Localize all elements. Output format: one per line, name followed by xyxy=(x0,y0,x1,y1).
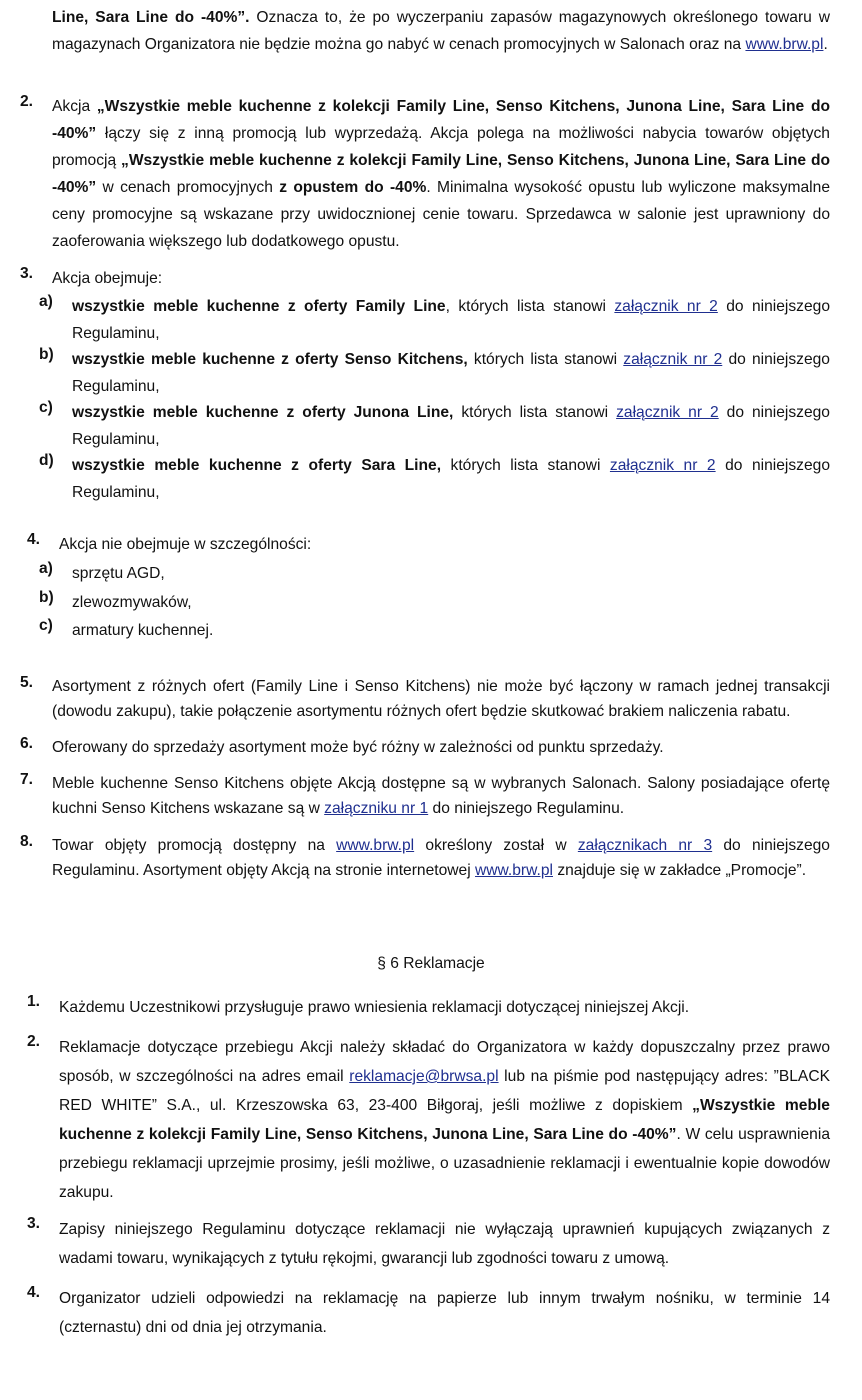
item-5-text: Asortyment z różnych ofert (Family Line i Senso Kitchens) nie może być łączony w ramach jednej transakcji (dowodu zakupu), takie połączenie asortymentu różnych ofert będzie skutkować brakiem naliczenia rabatu. xyxy=(52,678,830,720)
complaint-2-number: 2. xyxy=(27,1033,41,1050)
item-1-continuation xyxy=(52,4,830,58)
item-8-t4: znajduje się w zakładce „Promocje”. xyxy=(553,862,807,879)
item-2-b3: z opustem do -40% xyxy=(279,179,427,196)
item-4c-letter: c) xyxy=(39,617,53,634)
item-3a-letter: a) xyxy=(39,293,53,310)
item-3d-t2: do niniejszego Regulaminu, xyxy=(72,457,830,501)
attachment-3-link[interactable]: załącznikach nr 3 xyxy=(577,837,713,854)
item-4a-letter: a) xyxy=(39,560,53,577)
item-4b-text: zlewozmywaków, xyxy=(72,594,192,611)
complaint-3-text: Zapisy niniejszego Regulaminu dotyczące reklamacji nie wyłączają uprawnień kupujących związanych z wadami towaru, wynikających z tytułu rękojmi, gwarancji lub zgodności towaru z umową. xyxy=(59,1221,830,1267)
item-3a-t1: , których lista stanowi xyxy=(445,298,615,315)
item-3a-text xyxy=(72,293,830,347)
complaint-2-t1: Reklamacje dotyczące przebiegu Akcji należy składać do Organizatora w każdy dopuszczalny przez prawo sposób, w szczególności na adres email xyxy=(59,1039,830,1085)
item-4c-text: armatury kuchennej. xyxy=(72,622,214,639)
item-3d-bold: wszystkie meble kuchenne z oferty Sara Line, xyxy=(72,457,442,474)
complaint-2-t3: . W celu usprawnienia przebiegu reklamacji uprzejmie prosimy, jeśli możliwe, o uzasadnienie reklamacji i ewentualnie kopie dowodów zakupu. xyxy=(59,1126,830,1201)
item-5-number: 5. xyxy=(20,674,34,691)
item-2-t1: Akcja xyxy=(52,98,97,115)
item-7-t1: Meble kuchenne Senso Kitchens objęte Akcją dostępne są w wybranych Salonach. Salony posiadające ofertę kuchni Senso Kitchens wskazane są w xyxy=(52,775,830,817)
item-3b-t2: do niniejszego Regulaminu, xyxy=(72,351,830,395)
item-8-t1: Towar objęty promocją dostępny na xyxy=(52,837,337,854)
complaint-2-bold: „Wszystkie meble kuchenne z kolekcji Family Line, Senso Kitchens, Junona Line, Sara Line do -40%” xyxy=(59,1097,830,1143)
item-2-text xyxy=(52,93,830,255)
item-2-b1: „Wszystkie meble kuchenne z kolekcji Family Line, Senso Kitchens, Junona Line, Sara Line do -40%” xyxy=(52,98,831,142)
item-7-t2: do niniejszego Regulaminu. xyxy=(428,800,625,817)
attachment-2-link[interactable]: załącznik nr 2 xyxy=(609,457,716,474)
attachment-2-link[interactable]: załącznik nr 2 xyxy=(616,404,719,421)
item-3a-bold: wszystkie meble kuchenne z oferty Family Line xyxy=(72,298,446,315)
complaint-email-link[interactable]: reklamacje@brwsa.pl xyxy=(349,1068,499,1085)
item-3b-letter: b) xyxy=(39,346,54,363)
item-4-text: Akcja nie obejmuje w szczególności: xyxy=(59,536,312,553)
attachment-1-link[interactable]: załączniku nr 1 xyxy=(324,800,429,817)
item-2-t3: w cenach promocyjnych xyxy=(96,179,280,196)
attachment-2-link[interactable]: załącznik nr 2 xyxy=(623,351,723,368)
item-2-b2: „Wszystkie meble kuchenne z kolekcji Family Line, Senso Kitchens, Junona Line, Sara Line do -40%” xyxy=(52,152,830,196)
item-8-text xyxy=(52,833,830,883)
complaint-2-text xyxy=(59,1033,830,1207)
promo-name-bold: Line, Sara Line do -40%”. xyxy=(52,9,250,26)
item-3c-bold: wszystkie meble kuchenne z oferty Junona Line, xyxy=(72,404,454,421)
item-6-text: Oferowany do sprzedaży asortyment może być różny w zależności od punktu sprzedaży. xyxy=(52,739,664,756)
item-4b-letter: b) xyxy=(39,589,54,606)
item-3a-t2: do niniejszego Regulaminu, xyxy=(72,298,830,342)
item-2-t4: . Minimalna wysokość opustu lub wyliczone maksymalne ceny promocyjne są wskazane przy uwidocznionej cenie towaru. Sprzedawca w salonie jest uprawniony do zaoferowania większego lub dodatkowego opustu. xyxy=(52,179,830,250)
item-3c-letter: c) xyxy=(39,399,53,416)
attachment-2-link[interactable]: załącznik nr 2 xyxy=(614,298,718,315)
item-6-number: 6. xyxy=(20,735,34,752)
item-1-text: Oznacza to, że po wyczerpaniu zapasów magazynowych określonego towaru w magazynach Organizatora nie będzie można go nabyć w cenach promocyjnych w Salonach oraz na xyxy=(52,9,830,53)
item-2-t2: łączy się z inną promocją lub wyprzedażą. Akcja polega na możliwości nabycia towarów objętych promocją xyxy=(52,125,830,169)
complaint-1-text: Każdemu Uczestnikowi przysługuje prawo wniesienia reklamacji dotyczącej niniejszej Akcji. xyxy=(59,999,690,1016)
item-7-number: 7. xyxy=(20,771,34,788)
item-3-number: 3. xyxy=(20,265,34,282)
item-8-t2: określony został w xyxy=(414,837,578,854)
complaint-4-number: 4. xyxy=(27,1284,41,1301)
item-3b-bold: wszystkie meble kuchenne z oferty Senso Kitchens, xyxy=(72,351,468,368)
section-heading: § 6 Reklamacje xyxy=(377,955,485,972)
brw-link[interactable]: www.brw.pl xyxy=(336,837,415,854)
item-4a-text: sprzętu AGD, xyxy=(72,565,165,582)
item-3-text: Akcja obejmuje: xyxy=(52,270,163,287)
complaint-2-t2: lub na piśmie pod następujący adres: ”BLACK RED WHITE” S.A., ul. Krzeszowska 63, 23-400 Biłgoraj, jeśli możliwe z dopiskiem xyxy=(59,1068,830,1114)
complaint-4-text: Organizator udzieli odpowiedzi na reklamację na papierze lub innym trwałym nośniku, w terminie 14 (czternastu) dni od dnia jej otrzymania. xyxy=(59,1290,830,1336)
item-3d-t1: których lista stanowi xyxy=(441,457,610,474)
complaint-3-number: 3. xyxy=(27,1215,41,1232)
item-1-end: . xyxy=(823,36,828,53)
item-3c-text xyxy=(72,399,830,453)
brw-link[interactable]: www.brw.pl xyxy=(475,862,553,879)
item-3d-text xyxy=(72,452,830,506)
item-3c-t1: których lista stanowi xyxy=(453,404,617,421)
item-3c-t2: do niniejszego Regulaminu, xyxy=(72,404,830,448)
item-3d-letter: d) xyxy=(39,452,54,469)
item-4-number: 4. xyxy=(27,531,41,548)
item-2-number: 2. xyxy=(20,93,34,110)
item-7-text xyxy=(52,771,830,821)
item-8-number: 8. xyxy=(20,833,34,850)
brw-link[interactable]: www.brw.pl xyxy=(745,36,824,53)
item-8-t3: do niniejszego Regulaminu. Asortyment objęty Akcją na stronie internetowej xyxy=(52,837,830,879)
complaint-1-number: 1. xyxy=(27,993,41,1010)
item-3b-text xyxy=(72,346,830,400)
item-3b-t1: których lista stanowi xyxy=(467,351,624,368)
